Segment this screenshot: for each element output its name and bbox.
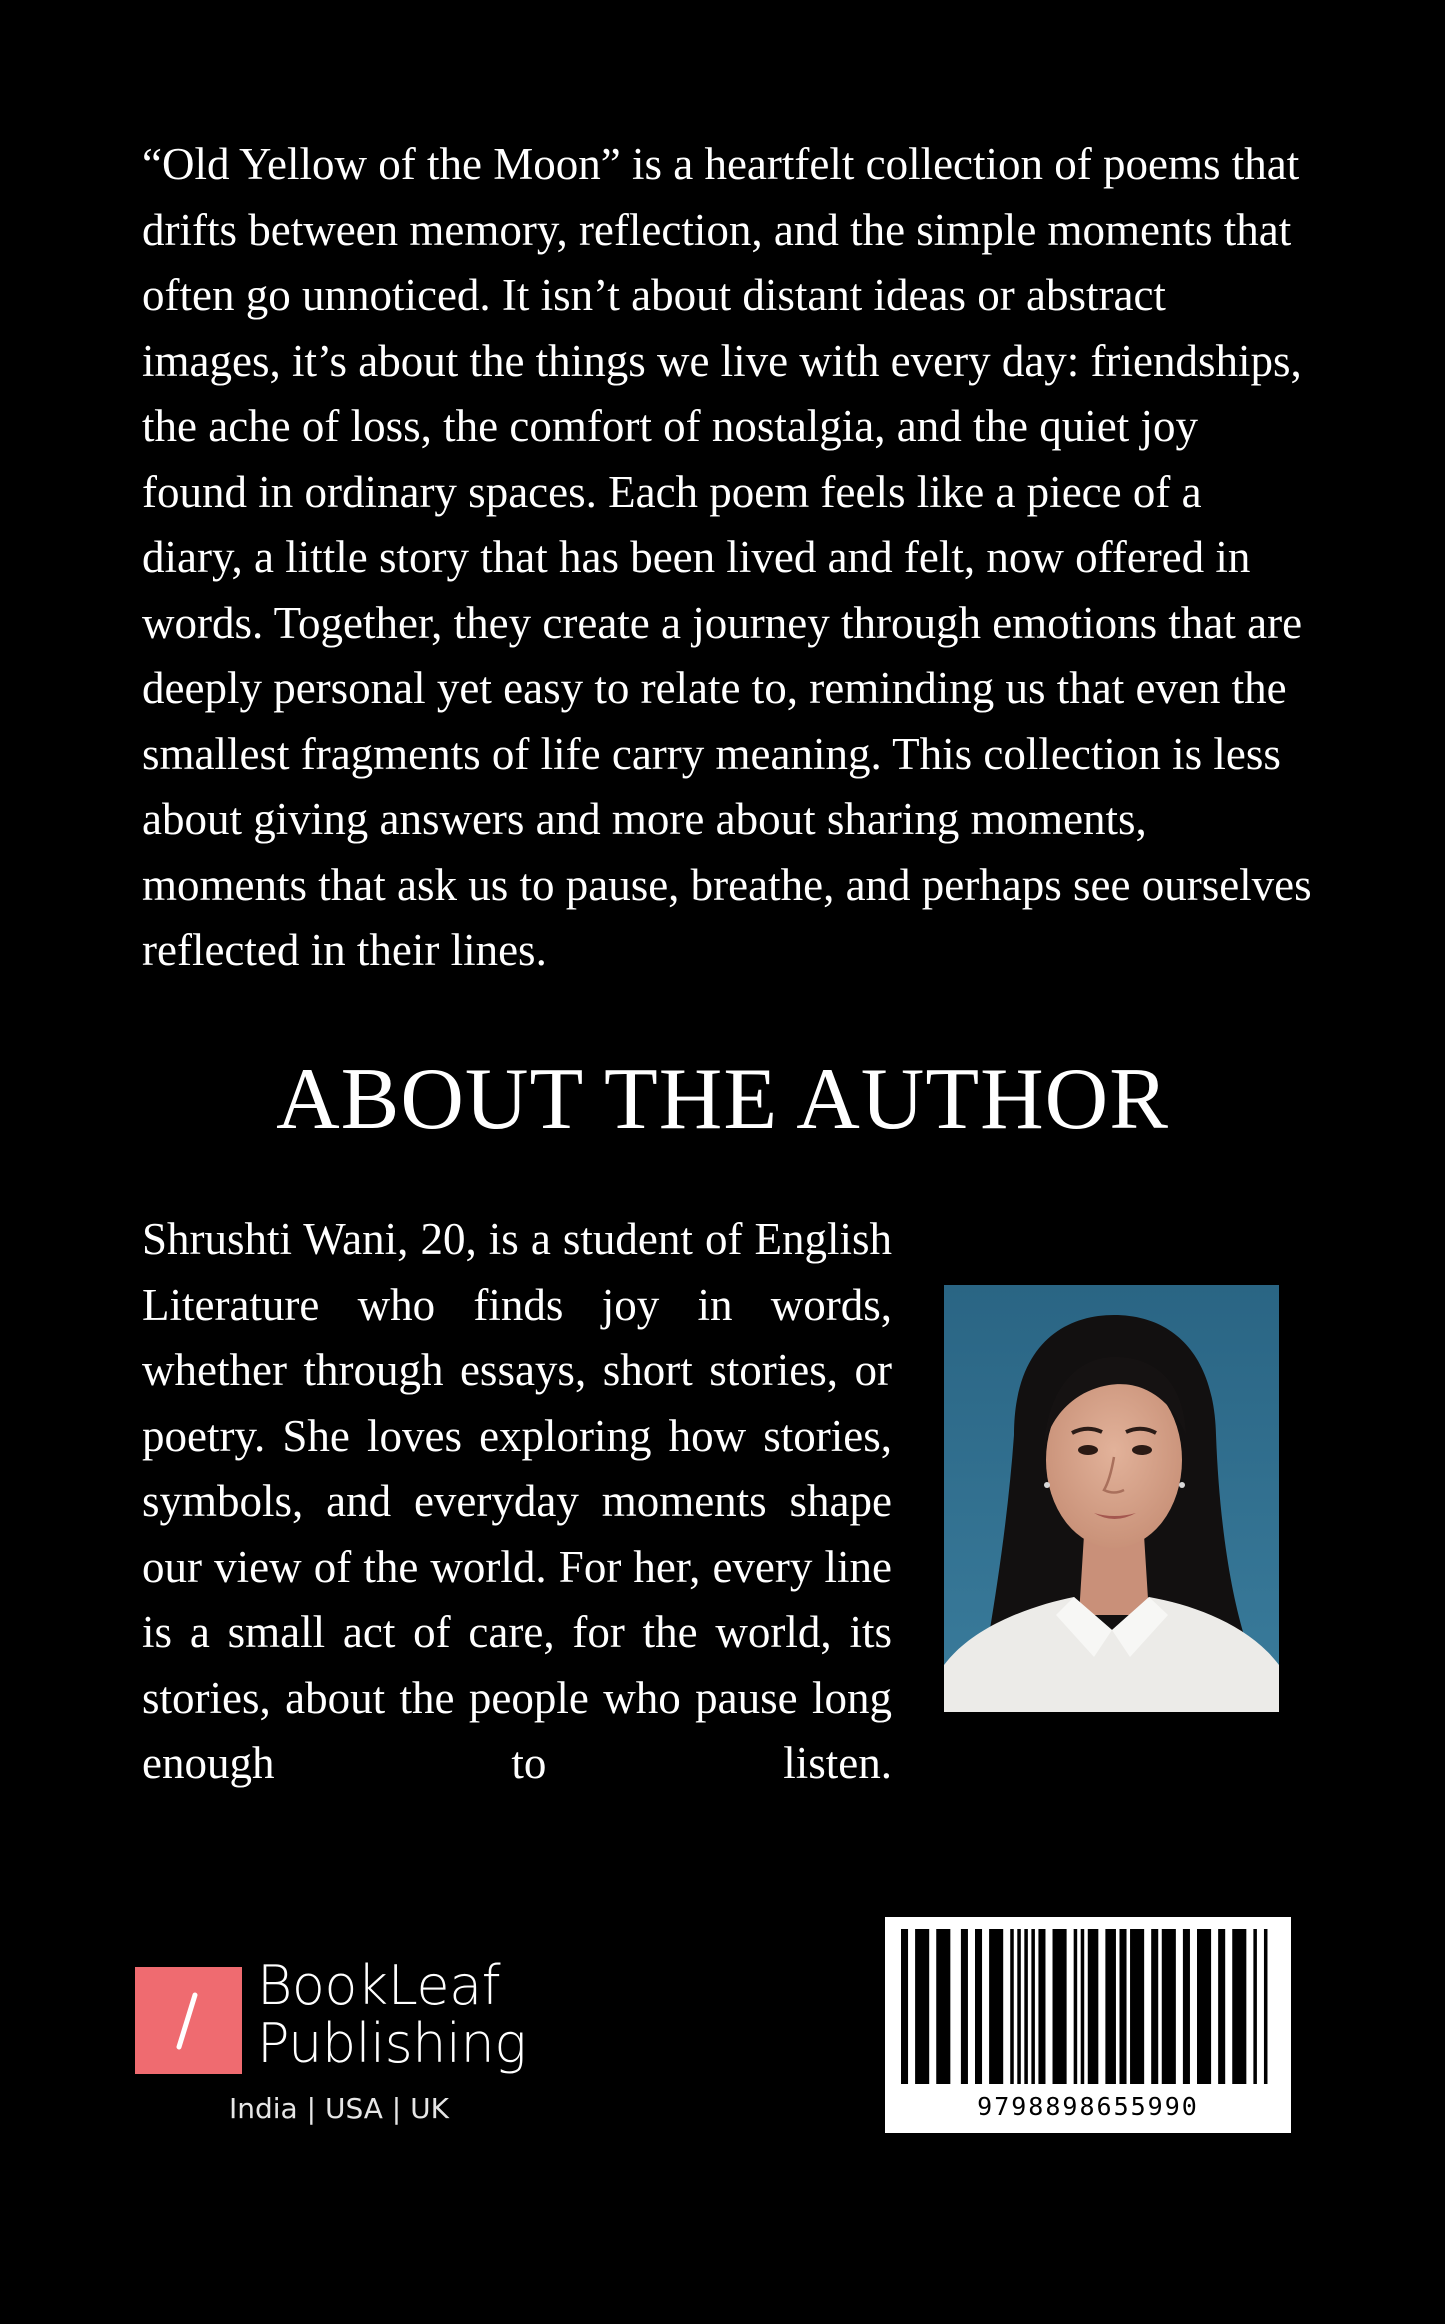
barcode-bar — [1218, 1929, 1225, 2084]
barcode-number: 9798898655990 — [977, 2092, 1199, 2121]
barcode-bar — [1130, 1929, 1144, 2084]
bookleaf-slash-icon — [135, 1967, 242, 2074]
barcode-bar — [1253, 1929, 1257, 2084]
barcode-bars — [897, 1929, 1279, 2084]
barcode-bar — [1119, 1929, 1126, 2084]
book-blurb: “Old Yellow of the Moon” is a heartfelt collection of poems that drifts between memory, reflection, and the simple moments that often go unnoticed. It isn’t about distant ideas or abstract images, it’s about the things we live with every day: friendships, the ache of loss, the comfort of nostalgia, and the quiet joy found in ordinary spaces. Each poem feels like a piece of a diary, a little story that has been lived and felt, now offered in words. Together, they create a journey through emotions that are deeply personal yet easy to relate to, reminding us that even the smallest fragments of life carry meaning. This collection is less about giving answers and more about sharing moments, moments that ask us to pause, breathe, and perhaps see ourselves reflected in their lines. — [142, 139, 1312, 975]
barcode-bar — [1183, 1929, 1190, 2084]
barcode-bar — [901, 1929, 908, 2084]
barcode-bar — [1031, 1929, 1035, 2084]
about-author-heading: ABOUT THE AUTHOR — [276, 1051, 1169, 1148]
publisher-name-line2: Publishing — [257, 2012, 527, 2075]
barcode-bar — [1162, 1929, 1176, 2084]
barcode-bar — [961, 1929, 968, 2084]
barcode-bar — [915, 1929, 929, 2084]
barcode-bar — [1038, 1929, 1045, 2084]
barcode-bar — [1053, 1929, 1067, 2084]
barcode-bar — [1024, 1929, 1028, 2084]
publisher-logo — [135, 1954, 535, 2132]
barcode-bar — [1081, 1929, 1085, 2084]
author-bio: Shrushti Wani, 20, is a student of English Literature who finds joy in words, whether through essays, short stories, or poetry. She loves exploring how stories, symbols, and everyday moments shape our view of the world. For her, every line is a small act of care, for the world, its stories, about the people who pause long enough to listen. — [142, 1214, 892, 1788]
barcode-bar — [1197, 1929, 1211, 2084]
barcode-bar — [1151, 1929, 1158, 2084]
author-photo — [944, 1285, 1279, 1712]
barcode-bar — [989, 1929, 1003, 2084]
publisher-regions: India | USA | UK — [229, 2092, 449, 2125]
barcode-bar — [1232, 1929, 1246, 2084]
barcode-bar — [936, 1929, 950, 2084]
barcode-bar — [1010, 1929, 1014, 2084]
barcode-bar — [1017, 1929, 1021, 2084]
barcode-bar — [1105, 1929, 1116, 2084]
isbn-barcode — [885, 1917, 1291, 2133]
barcode-bar — [1264, 1929, 1268, 2084]
barcode-bar — [1074, 1929, 1078, 2084]
publisher-name-line1: BookLeaf — [257, 1954, 501, 2017]
barcode-bar — [975, 1929, 982, 2084]
barcode-bar — [1088, 1929, 1099, 2084]
